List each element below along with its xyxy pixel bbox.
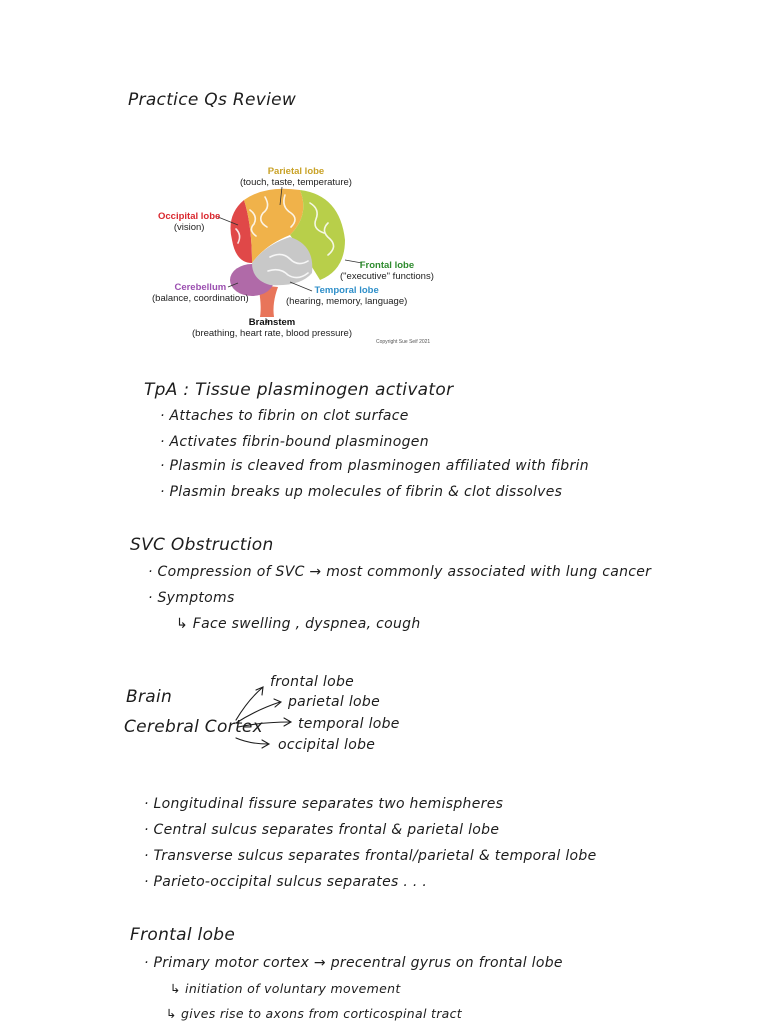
tpa-bullet-3: · Plasmin is cleaved from plasminogen affiliated with fibrin <box>160 458 589 474</box>
label-brainstem-name: Brainstem <box>248 317 296 328</box>
svc-heading: SVC Obstruction <box>130 535 274 555</box>
label-cerebellum-desc: (balance, coordination) <box>152 293 249 304</box>
brain-bullet-3: · Transverse sulcus separates frontal/parietal & temporal lobe <box>144 848 597 864</box>
svc-bullet-2: · Symptoms <box>148 590 235 606</box>
label-temporal-name: Temporal lobe <box>314 285 379 296</box>
frontal-sub-1: ↳ initiation of voluntary movement <box>170 981 401 996</box>
label-brainstem-desc: (breathing, heart rate, blood pressure) <box>192 328 353 339</box>
arrow-temporal <box>238 722 290 727</box>
brain-heading: Brain <box>126 687 173 707</box>
svc-sub-1: ↳ Face swelling , dyspnea, cough <box>176 616 421 632</box>
label-temporal-desc: (hearing, memory, language) <box>286 296 408 307</box>
label-frontal-name: Frontal lobe <box>359 260 415 271</box>
frontal-sub-2: ↳ gives rise to axons from corticospinal tract <box>166 1006 462 1021</box>
frontal-heading: Frontal lobe <box>130 925 236 945</box>
brain-bullet-1: · Longitudinal fissure separates two hemispheres <box>144 796 504 812</box>
lobe-frontal: frontal lobe <box>270 674 355 690</box>
lobe-parietal: parietal lobe <box>288 694 380 710</box>
tpa-bullet-2: · Activates fibrin-bound plasminogen <box>160 434 429 450</box>
tpa-bullet-1: · Attaches to fibrin on clot surface <box>160 408 409 424</box>
label-parietal-name: Parietal lobe <box>267 166 325 177</box>
lobe-temporal: temporal lobe <box>298 716 400 732</box>
diagram-copyright: Copyright Sue Seif 2021 <box>376 339 431 345</box>
arrow-parietal <box>236 702 280 723</box>
lobe-occipital: occipital lobe <box>278 737 376 753</box>
page-title: Practice Qs Review <box>128 90 297 110</box>
label-occipital-name: Occipital lobe <box>158 211 221 222</box>
label-occipital-desc: (vision) <box>173 222 205 233</box>
brain-bullet-2: · Central sulcus separates frontal & parietal lobe <box>144 822 500 838</box>
tpa-bullet-4: · Plasmin breaks up molecules of fibrin & clot dissolves <box>160 484 563 500</box>
frontal-bullet-1: · Primary motor cortex → precentral gyrus on frontal lobe <box>144 955 563 971</box>
brain-bullet-4: · Parieto-occipital sulcus separates . . . <box>144 874 428 890</box>
label-parietal-desc: (touch, taste, temperature) <box>240 177 352 188</box>
cerebral-cortex-label: Cerebral Cortex <box>124 717 264 737</box>
label-cerebellum-name: Cerebellum <box>174 282 227 293</box>
tpa-heading: TpA : Tissue plasminogen activator <box>144 380 454 400</box>
label-frontal-desc: ("executive" functions) <box>340 271 434 282</box>
svc-bullet-1: · Compression of SVC → most commonly associated with lung cancer <box>148 564 652 580</box>
